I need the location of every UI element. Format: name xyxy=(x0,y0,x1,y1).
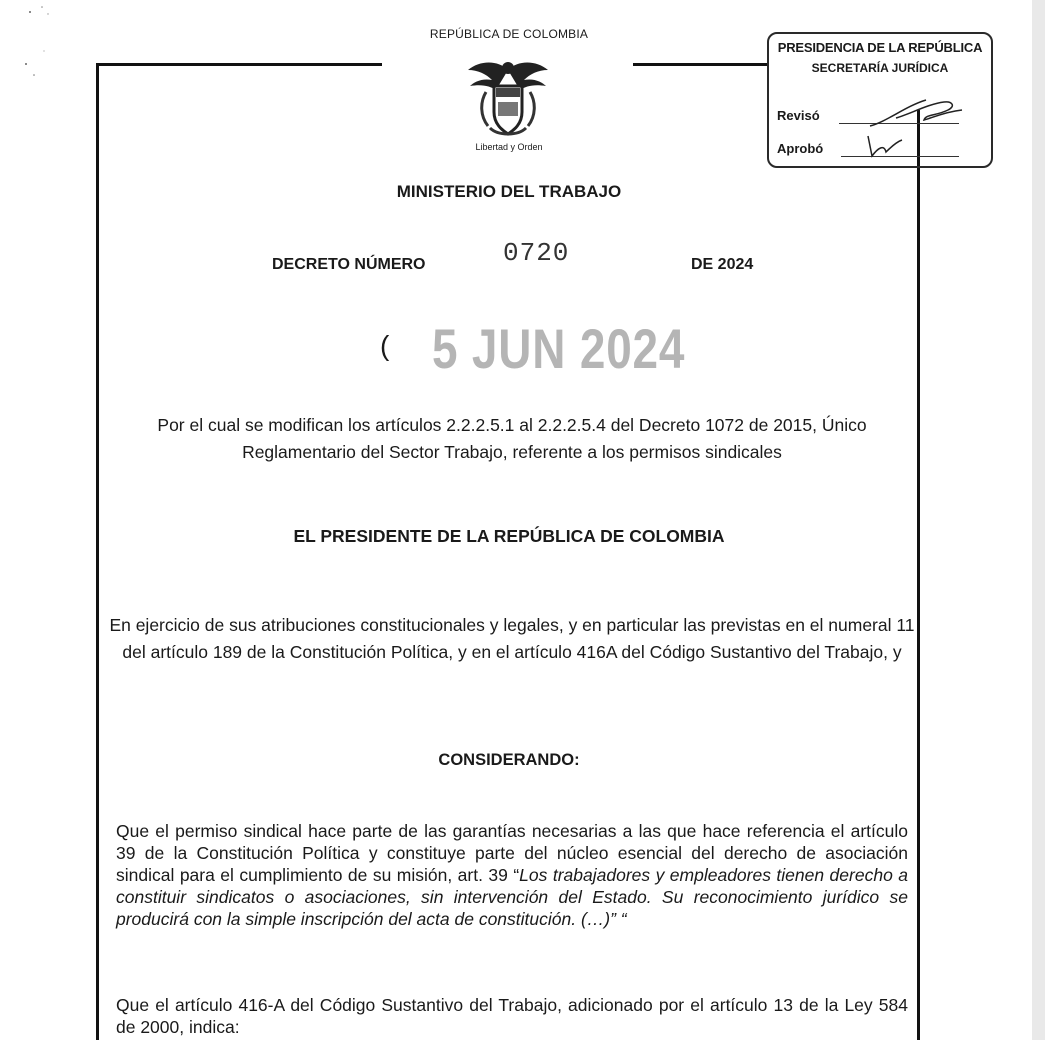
considerando-paragraph-2: Que el artículo 416-A del Código Sustantivo del Trabajo, adicionado por el artículo 13 de la Ley 584 de 2000, indica: xyxy=(116,995,908,1037)
republica-header: REPÚBLICA DE COLOMBIA xyxy=(429,27,589,41)
signature-aprobo xyxy=(860,132,920,166)
ministry-name: MINISTERIO DEL TRABAJO xyxy=(396,182,622,201)
frame-left xyxy=(96,63,99,1040)
motto-label: Libertad y Orden xyxy=(475,142,543,152)
frame-top-left xyxy=(96,63,382,66)
coat-of-arms-icon xyxy=(462,56,554,138)
decree-label: DECRETO NÚMERO xyxy=(272,256,426,273)
frame-right xyxy=(917,110,920,1040)
decree-number: 0720 xyxy=(503,238,570,268)
stamp-aprobo-label: Aprobó xyxy=(777,141,824,156)
page-edge-strip xyxy=(1032,0,1045,1040)
frame-top-right xyxy=(633,63,769,66)
date-stamp: 5 JUN 2024 xyxy=(432,317,686,380)
powers-paragraph: En ejercicio de sus atribuciones constitucionales y legales, y en particular las previstas en el numeral 11 del artículo 189 de la Constitución Política, y en el artículo 416A del Código Sustantivo del Trabajo, y xyxy=(109,615,915,662)
stamp-subtitle: SECRETARÍA JURÍDICA xyxy=(811,61,949,75)
stamp-title: PRESIDENCIA DE LA REPÚBLICA xyxy=(777,40,983,55)
paragraph-1-lead: Que el permiso sindical hace parte de las garantías necesarias a las que hace referencia el artículo 39 de la Constitución Política y constituye parte del núcleo esencial del derecho de asociación sindical para el cumplimiento de su misión, art. 39 “ xyxy=(116,821,908,885)
decree-summary: Por el cual se modifican los artículos 2.2.2.5.1 al 2.2.2.5.4 del Decreto 1072 de 2015, Único Reglamentario del Sector Trabajo, referente a los permisos sindicales xyxy=(157,415,867,462)
stamp-reviso-label: Revisó xyxy=(777,108,820,123)
decree-year: DE 2024 xyxy=(691,256,754,273)
considerando-paragraph-1 xyxy=(116,820,908,930)
date-open-paren: ( xyxy=(380,330,390,361)
signature-reviso xyxy=(866,96,966,132)
paragraph-1-quote: Los trabajadores y empleadores tienen derecho a constituir sindicatos o asociaciones, sin intervención del Estado. Su reconocimiento jurídico se producirá con la simple inscripción del acta de constitución. (…)” “ xyxy=(116,865,908,929)
president-heading: EL PRESIDENTE DE LA REPÚBLICA DE COLOMBIA xyxy=(293,526,725,546)
scan-noise xyxy=(20,0,60,90)
considerando-heading: CONSIDERANDO: xyxy=(438,751,580,769)
